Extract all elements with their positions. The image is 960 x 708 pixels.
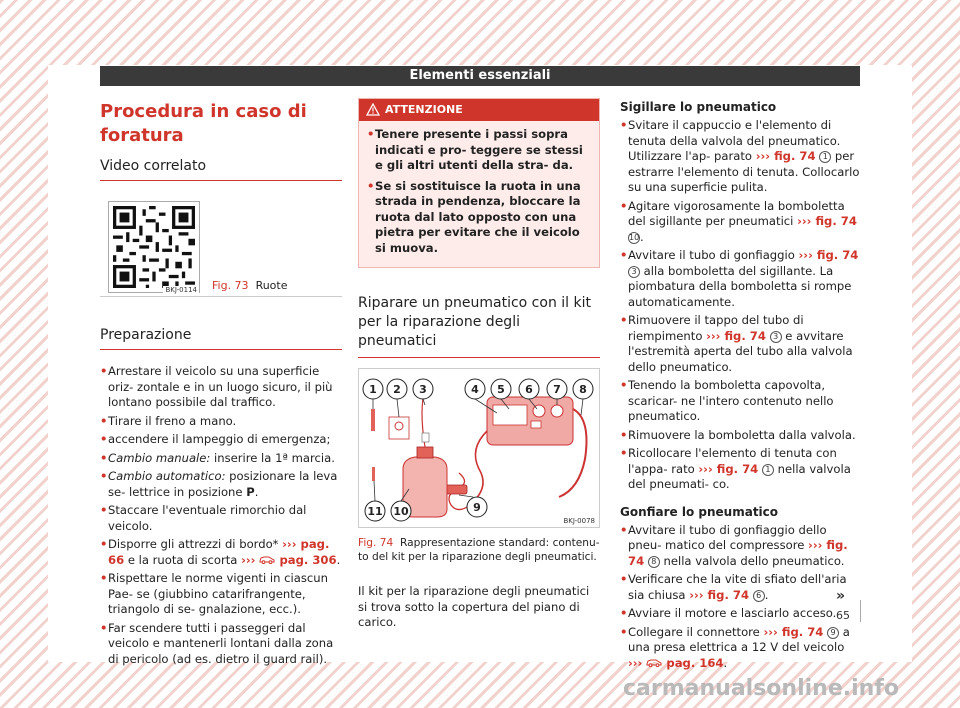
callout-9: 9: [473, 501, 481, 514]
figure-caption: [212, 279, 288, 292]
callout-10: 10: [393, 505, 409, 518]
list-item: • Tirare il freno a mano.: [100, 414, 342, 430]
list-item: • Collegare il connettore ››› fig. 74 9 a una presa elettrica a 12 V del veicolo ››› pag. 164.: [620, 625, 860, 672]
list-item: • Rimuovere il tappo del tubo di riempimento ››› fig. 74 3 e avvitare l'estremità aperta del tubo alla valvola dello pneumatico.: [620, 313, 860, 375]
page-link[interactable]: ››› pag. 66: [108, 537, 330, 567]
watermark: carmanualsonline.info: [623, 676, 899, 701]
warning-item: • Se si sostituisce la ruota in una strada in pendenza, bloccare la ruota dal lato opposto con una pietra per evitare che il veicolo si muova.: [367, 179, 591, 257]
continue-marker: »: [836, 588, 846, 604]
callout-badge: 3: [770, 331, 782, 343]
video-heading: Video correlato: [100, 158, 342, 181]
list-item: • Cambio manuale: inserire la 1ª marcia.: [100, 451, 342, 467]
list-item: • Avvitare il tubo di gonfiaggio ››› fig. 74 3 alla bomboletta del sigillante. La piombatura della bomboletta si rompe automaticamente.: [620, 248, 860, 310]
qr-code[interactable]: [108, 201, 200, 293]
list-item: • Avvitare il tubo di gonfiaggio dello pneu- matico del compressore ››› fig. 74 8 nella valvola dello pneumatico.: [620, 523, 860, 570]
list-item: • accendere il lampeggio di emergenza;: [100, 432, 342, 448]
figure-link[interactable]: ››› fig. 74: [689, 587, 750, 602]
figure-73: [100, 193, 342, 297]
page-header: Elementi essenziali: [100, 66, 860, 86]
callout-4: 4: [471, 383, 479, 396]
list-item: • Disporre gli attrezzi di bordo* ››› pag. 66 e la ruota di scorta ››› pag. 306.: [100, 537, 342, 568]
callout-badge: 9: [827, 627, 839, 639]
callout-badge: 6: [753, 590, 765, 602]
callout-badge: 1: [762, 464, 774, 476]
page-link[interactable]: ››› pag. 164: [628, 655, 724, 670]
figure-caption-text: Ruote: [255, 279, 288, 292]
preparation-list: [100, 364, 342, 667]
preparation-heading: Preparazione: [100, 327, 342, 350]
column-left: [100, 96, 342, 670]
figure-link[interactable]: ››› fig. 74: [797, 214, 857, 228]
list-item: • Rispettare le norme vigenti in ciascun Pae- se (giubbino catarifrangente, triangolo di se- gnalazione, ecc.).: [100, 571, 342, 618]
figure-tag: BKJ-0078: [563, 517, 595, 525]
list-item: • Arrestare il veicolo su una superficie oriz- zontale e in un luogo sicuro, il più lontano possibile dal traffico.: [100, 364, 342, 411]
figure-tag: BKJ-0114: [165, 286, 197, 294]
figure-link[interactable]: ››› fig. 74: [763, 624, 824, 639]
callout-7: 7: [553, 383, 561, 396]
callout-badge: 3: [628, 266, 640, 278]
inflate-heading: Gonfiare lo pneumatico: [620, 504, 779, 519]
inflate-list: [620, 523, 860, 672]
section-title: Procedura in caso di foratura: [100, 101, 307, 146]
callout-badge: 8: [648, 556, 660, 568]
warning-box: [358, 98, 600, 268]
callout-1: 1: [369, 383, 377, 396]
kit-heading: Riparare un pneumatico con il kit per la riparazione degli pneumatici: [358, 294, 600, 358]
figure-link[interactable]: ››› fig. 74: [698, 461, 759, 476]
list-item: • Verificare che la vite di sfiato dell'aria sia chiusa ››› fig. 74 6 .: [620, 572, 860, 603]
warning-header: [359, 99, 599, 121]
callout-6: 6: [525, 383, 533, 396]
callout-badge: 10: [629, 232, 640, 242]
list-item: • Rimuovere la bomboletta dalla valvola.: [620, 428, 860, 444]
list-item: • Ricollocare l'elemento di tenuta con l'appa- rato ››› fig. 74 1 nella valvola del pneumati- co.: [620, 446, 860, 493]
warning-list: [359, 121, 599, 267]
seal-heading: Sigillare lo pneumatico: [620, 100, 777, 114]
figure-link[interactable]: ››› fig. 74: [798, 248, 859, 262]
callout-8: 8: [579, 383, 587, 396]
callout-badge: 1: [819, 151, 831, 163]
car-icon: [259, 555, 275, 564]
figure-74: [358, 368, 600, 528]
list-item: • Tenendo la bomboletta capovolta, scaricar- ne l'intero contenuto nello pneumatico.: [620, 378, 860, 425]
column-middle: [358, 96, 600, 631]
car-icon: [646, 658, 662, 667]
callout-2: 2: [393, 383, 401, 396]
figure-link[interactable]: ››› fig. 74: [628, 538, 848, 568]
page-number-divider: [860, 600, 861, 622]
list-item: • Avviare il motore e lasciarlo acceso.: [620, 606, 860, 622]
column-right: [620, 96, 860, 674]
callout-3: 3: [419, 383, 427, 396]
page-number: 65: [836, 609, 850, 622]
list-item: • Svitare il cappuccio e l'elemento di tenuta della valvola del pneumatico. Utilizzare l'ap- parato ››› fig. 74 1 per estrarre l'elemento di tenuta. Collocarlo su una superficie pulita.: [620, 118, 860, 196]
list-item: • Far scendere tutti i passeggeri dal veicolo e mantenerli lontani dalla zona di pericolo (ad es. dietro il guard rail).: [100, 621, 342, 668]
kit-location-paragraph: Il kit per la riparazione degli pneumatici si trova sotto la copertura del piano di carico.: [358, 584, 590, 629]
warning-item: • Tenere presente i passi sopra indicati e pro- teggere se stessi e gli altri utenti della stra- da.: [367, 127, 591, 174]
repair-kit-illustration: [359, 369, 600, 528]
callout-11: 11: [367, 505, 383, 518]
warning-icon: [366, 103, 380, 116]
list-item: • Staccare l'eventuale rimorchio dal veicolo.: [100, 503, 342, 534]
page-link[interactable]: ››› pag. 306: [241, 552, 337, 567]
list-item: • Cambio automatico: posizionare la leva se- lettrice in posizione P.: [100, 469, 342, 500]
seal-list: [620, 118, 860, 493]
figure-number: Fig. 74: [358, 537, 394, 549]
qr-code-icon: [113, 206, 195, 288]
warning-label: ATTENZIONE: [385, 103, 463, 116]
figure-number: Fig. 73: [212, 279, 249, 292]
list-item: • Agitare vigorosamente la bomboletta del sigillante per pneumatici ››› fig. 74 10.: [620, 199, 860, 246]
figure-link[interactable]: ››› fig. 74: [706, 328, 766, 343]
callout-5: 5: [497, 383, 505, 396]
figure-caption-text: Rappresentazione standard: contenu- to del kit per la riparazione degli pneumatici.: [358, 537, 600, 563]
figure-caption: [358, 536, 600, 564]
figure-link[interactable]: ››› fig. 74: [755, 149, 816, 163]
